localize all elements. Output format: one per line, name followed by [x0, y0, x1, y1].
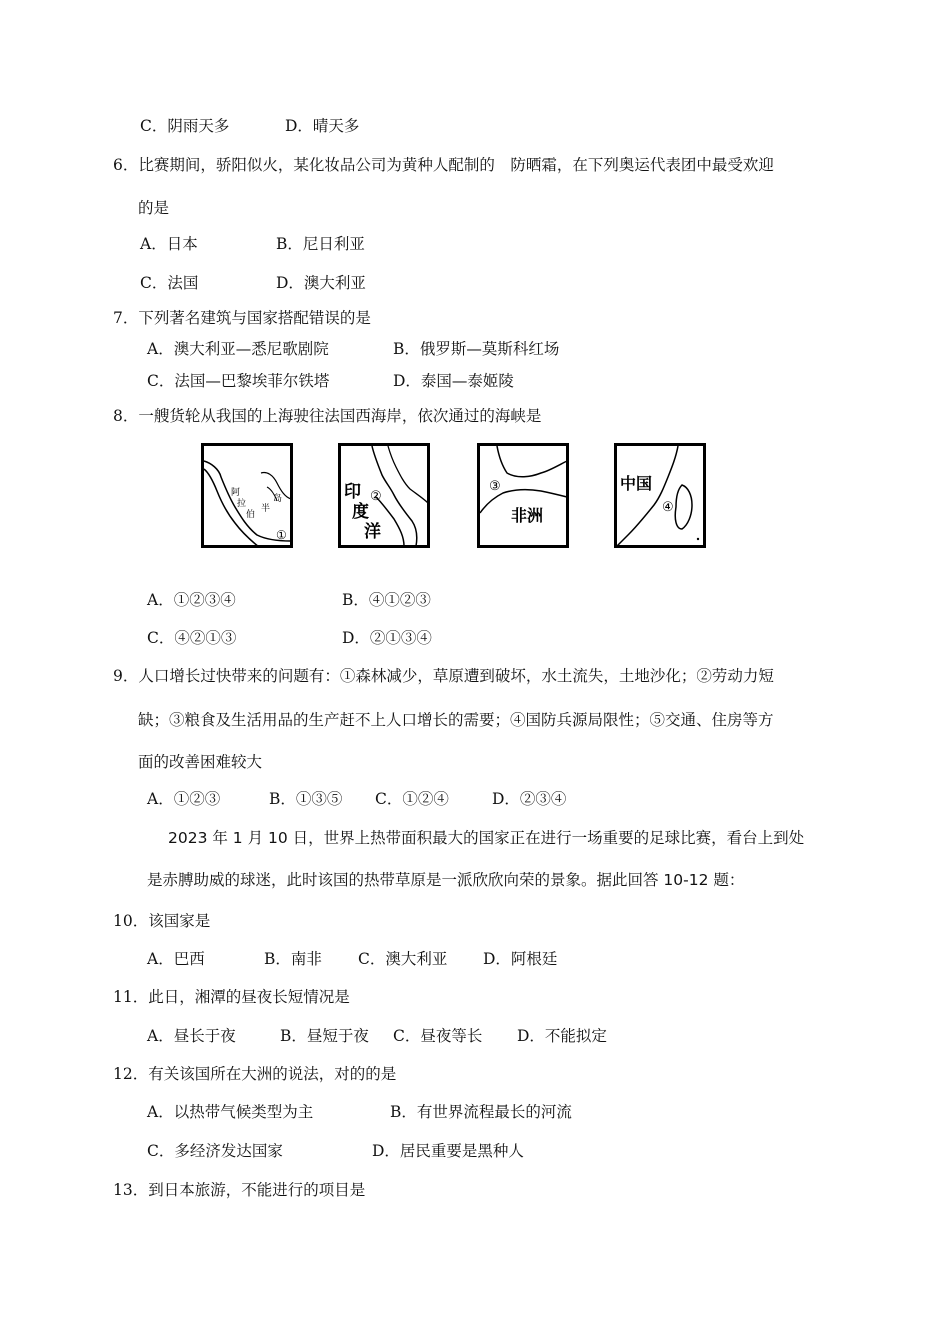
map1-marker: ①: [276, 528, 287, 542]
map2-label-du: 度: [352, 502, 369, 522]
q12-stem: 12．有关该国所在大洲的说法，对的的是: [113, 1065, 397, 1083]
q6-stem-line1: 6．比赛期间，骄阳似火，某化妆品公司为黄种人配制的 防晒霜，在下列奥运代表团中最受欢迎: [113, 156, 774, 174]
q7-stem: 7．下列著名建筑与国家搭配错误的是: [113, 309, 371, 327]
q9-stem-line3: 面的改善困难较大: [138, 753, 263, 771]
q9-option-c: C．①②④: [375, 790, 449, 808]
q6-option-c: C．法国: [140, 274, 199, 292]
q8-option-d: D．②①③④: [342, 629, 432, 647]
q5-option-d: D．晴天多: [285, 117, 360, 135]
map2-label-yin: 印: [344, 482, 361, 502]
q11-option-c: C．昼夜等长: [393, 1027, 483, 1045]
q8-map-2: [338, 443, 430, 548]
passage-line1: 2023 年 1 月 10 日，世界上热带面积最大的国家正在进行一场重要的足球比赛，看台上到处: [168, 829, 805, 847]
q6-option-b: B．尼日利亚: [276, 235, 365, 253]
q7-option-a: A．澳大利亚—悉尼歌剧院: [147, 340, 329, 358]
q11-stem: 11．此日，湘潭的昼夜长短情况是: [113, 988, 350, 1006]
map4-marker: ④: [662, 500, 674, 515]
q12-option-c: C．多经济发达国家: [147, 1142, 283, 1160]
map4-label-china: 中国: [620, 474, 653, 493]
map2-label-yang: 洋: [364, 522, 381, 542]
q12-option-b: B．有世界流程最长的河流: [390, 1103, 572, 1121]
q8-option-c: C．④②①③: [147, 629, 237, 647]
passage-line2: 是赤膊助威的球迷，此时该国的热带草原是一派欣欣向荣的景象。据此回答 10-12 题：: [147, 871, 745, 889]
q13-stem: 13．到日本旅游，不能进行的项目是: [113, 1181, 366, 1199]
q6-option-a: A．日本: [140, 235, 198, 253]
q8-map-3: [477, 443, 569, 548]
q8-map-4: [614, 443, 706, 548]
map2-marker: ②: [370, 489, 382, 504]
q11-option-b: B．昼短于夜: [280, 1027, 369, 1045]
q7-option-c: C．法国—巴黎埃菲尔铁塔: [147, 372, 330, 390]
q11-option-d: D．不能拟定: [517, 1027, 607, 1045]
q11-option-a: A．昼长于夜: [147, 1027, 236, 1045]
map3-marker: ③: [489, 479, 501, 494]
q7-option-b: B．俄罗斯—莫斯科红场: [393, 340, 560, 358]
q9-option-d: D．②③④: [492, 790, 567, 808]
map1-label-la: 拉: [237, 499, 247, 509]
q10-option-b: B．南非: [264, 950, 322, 968]
q6-option-d: D．澳大利亚: [276, 274, 366, 292]
q8-stem: 8．一艘货轮从我国的上海驶往法国西海岸，依次通过的海峡是: [113, 407, 542, 425]
q9-stem-line1: 9．人口增长过快带来的问题有：①森林减少，草原遭到破坏，水土流失，土地沙化；②劳动力短: [113, 667, 774, 685]
q9-option-a: A．①②③: [147, 790, 221, 808]
q8-option-b: B．④①②③: [342, 591, 431, 609]
q10-option-c: C．澳大利亚: [358, 950, 448, 968]
q7-option-d: D．泰国—泰姬陵: [393, 372, 514, 390]
q12-option-d: D．居民重要是黑种人: [372, 1142, 524, 1160]
q9-option-b: B．①③⑤: [269, 790, 343, 808]
q12-option-a: A．以热带气候类型为主: [147, 1103, 314, 1121]
q6-stem-line2: 的是: [138, 199, 170, 217]
q8-option-a: A．①②③④: [147, 591, 236, 609]
map1-label-dao: 岛: [273, 494, 283, 504]
q10-stem: 10．该国家是: [113, 912, 211, 930]
q10-option-a: A．巴西: [147, 950, 205, 968]
q10-option-d: D．阿根廷: [483, 950, 558, 968]
q8-map-1: [201, 443, 293, 548]
map1-label-ban: 半: [261, 504, 271, 514]
map1-label-a: 阿: [231, 488, 241, 498]
q9-stem-line2: 缺；③粮食及生活用品的生产赶不上人口增长的需要；④国防兵源局限性；⑤交通、住房等方: [138, 711, 774, 729]
map3-label-africa: 非洲: [511, 506, 544, 525]
map1-label-bo: 伯: [246, 510, 256, 520]
q5-option-c: C．阴雨天多: [140, 117, 230, 135]
